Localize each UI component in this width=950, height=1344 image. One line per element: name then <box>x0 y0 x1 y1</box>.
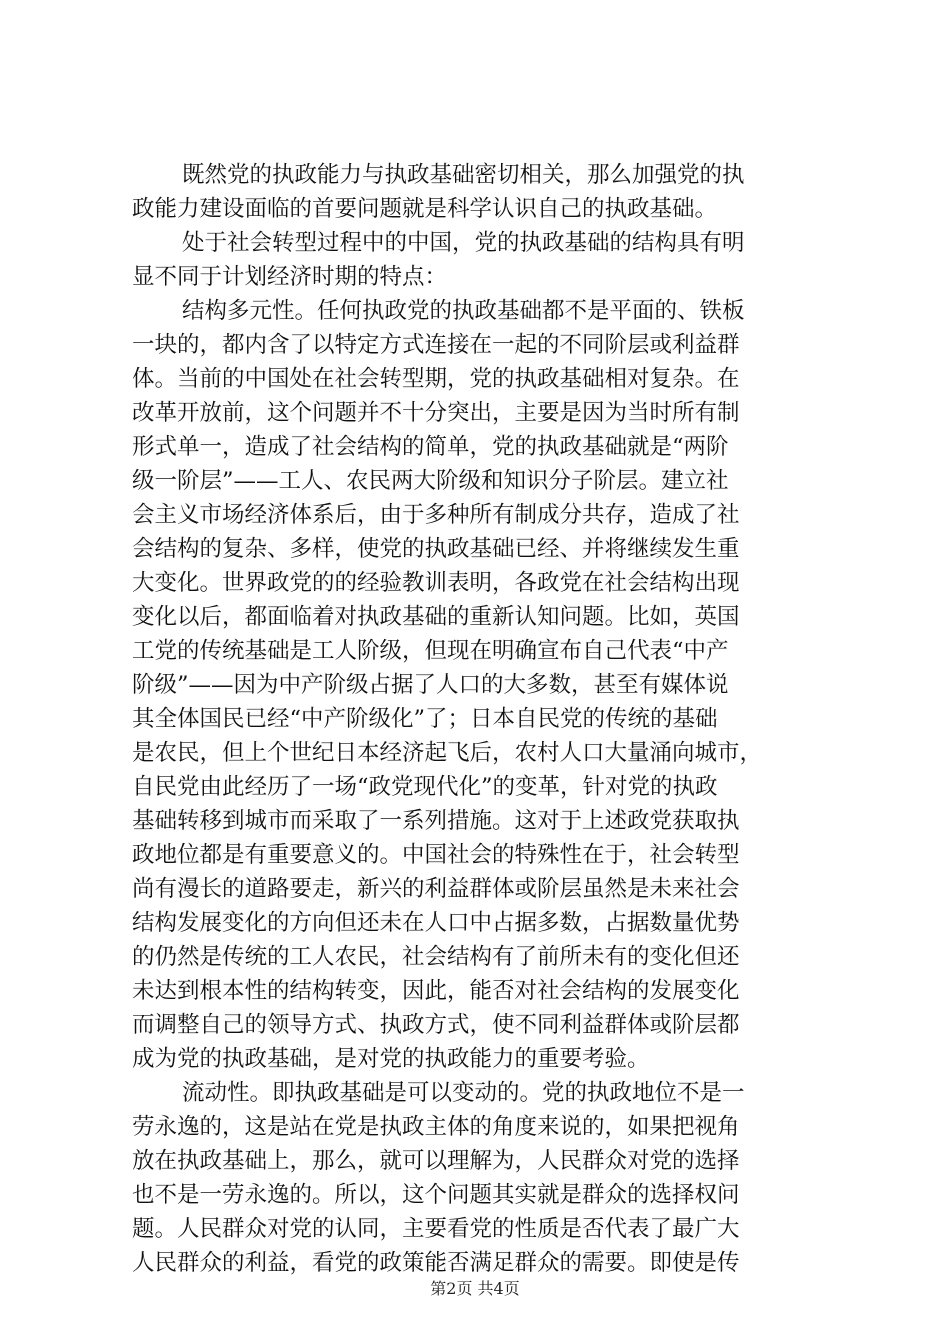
text-line: 显不同于计划经济时期的特点： <box>132 264 448 290</box>
text-line: 其全体国民已经“中产阶级化”了；日本自民党的传统的基础 <box>132 706 718 732</box>
paragraph-1 <box>132 158 828 226</box>
text-line: 放在执政基础上，那么，就可以理解为，人民群众对党的选择 <box>132 1148 740 1174</box>
text-line: 尚有漫长的道路要走，新兴的利益群体或阶层虽然是未来社会 <box>132 876 740 902</box>
text-line: 政地位都是有重要意义的。中国社会的特殊性在于，社会转型 <box>132 842 740 868</box>
text-line: 会主义市场经济体系后，由于多种所有制成分共存，造成了社 <box>132 502 740 528</box>
page-footer <box>0 1279 950 1299</box>
text-line: 会结构的复杂、多样，使党的执政基础已经、并将继续发生重 <box>132 536 740 562</box>
text-line: 大变化。世界政党的的经验教训表明，各政党在社会结构出现 <box>132 570 740 596</box>
text-line: 的仍然是传统的工人农民，社会结构有了前所未有的变化但还 <box>132 944 740 970</box>
text-line: 也不是一劳永逸的。所以，这个问题其实就是群众的选择权问 <box>132 1182 740 1208</box>
text-line: 改革开放前，这个问题并不十分突出，主要是因为当时所有制 <box>132 400 740 426</box>
text-line: 成为党的执政基础，是对党的执政能力的重要考验。 <box>132 1046 650 1072</box>
text-line: 是农民，但上个世纪日本经济起飞后，农村人口大量涌向城市， <box>132 740 763 766</box>
text-line: 结构发展变化的方向但还未在人口中占据多数，占据数量优势 <box>132 910 740 936</box>
text-line: 未达到根本性的结构转变，因此，能否对社会结构的发展变化 <box>132 978 740 1004</box>
text-line: 处于社会转型过程中的中国，党的执政基础的结构具有明 <box>182 230 745 256</box>
text-line: 而调整自己的领导方式、执政方式，使不同利益群体或阶层都 <box>132 1012 740 1038</box>
paragraph-3 <box>132 294 828 1076</box>
text-line: 级一阶层”——工人、农民两大阶级和知识分子阶层。建立社 <box>132 468 729 494</box>
text-line: 流动性。即执政基础是可以变动的。党的执政地位不是一 <box>182 1080 745 1106</box>
text-line: 工党的传统基础是工人阶级，但现在明确宣布自己代表“中产 <box>132 638 729 664</box>
text-line: 既然党的执政能力与执政基础密切相关，那么加强党的执 <box>182 162 745 188</box>
text-line: 基础转移到城市而采取了一系列措施。这对于上述政党获取执 <box>132 808 740 834</box>
text-line: 自民党由此经历了一场“政党现代化”的变革，针对党的执政 <box>132 774 718 800</box>
text-line: 政能力建设面临的首要问题就是科学认识自己的执政基础。 <box>132 196 718 222</box>
text-line: 阶级”——因为中产阶级占据了人口的大多数，甚至有媒体说 <box>132 672 729 698</box>
text-line: 变化以后，都面临着对执政基础的重新认知问题。比如，英国 <box>132 604 740 630</box>
document-body <box>132 158 828 1280</box>
text-line: 题。人民群众对党的认同，主要看党的性质是否代表了最广大 <box>132 1216 740 1242</box>
text-line: 劳永逸的，这是站在党是执政主体的角度来说的，如果把视角 <box>132 1114 740 1140</box>
page-number-label: 第2页 共4页 <box>430 1279 520 1298</box>
paragraph-4 <box>132 1076 828 1280</box>
text-line: 人民群众的利益，看党的政策能否满足群众的需要。即使是传 <box>132 1250 740 1276</box>
text-line: 结构多元性。任何执政党的执政基础都不是平面的、铁板 <box>182 298 745 324</box>
paragraph-2 <box>132 226 828 294</box>
text-line: 体。当前的中国处在社会转型期，党的执政基础相对复杂。在 <box>132 366 740 392</box>
text-line: 形式单一，造成了社会结构的简单，党的执政基础就是“两阶 <box>132 434 729 460</box>
text-line: 一块的，都内含了以特定方式连接在一起的不同阶层或利益群 <box>132 332 740 358</box>
